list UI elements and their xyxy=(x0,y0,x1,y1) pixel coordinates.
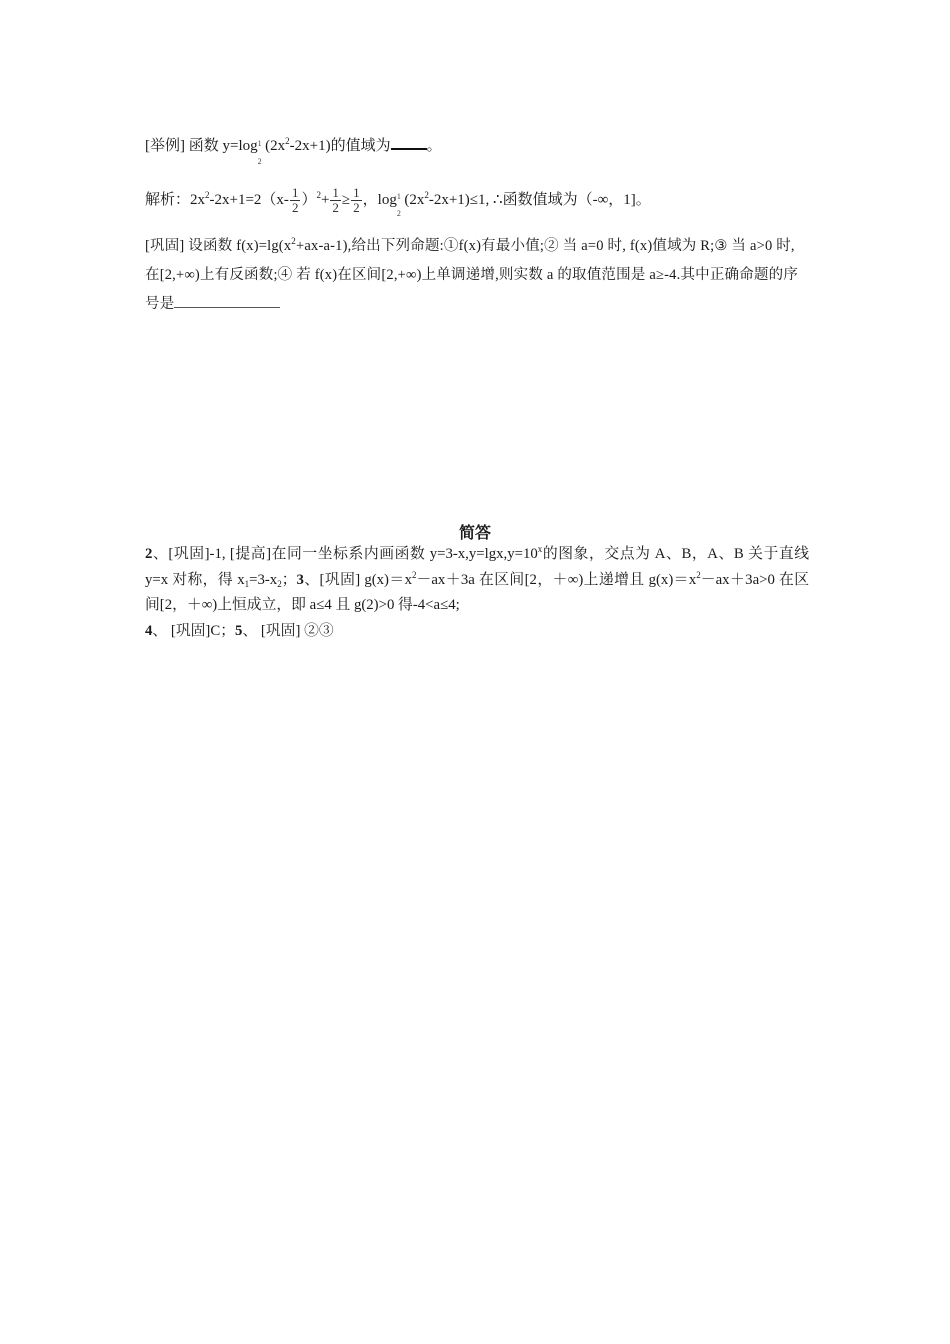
solution-text: -2x+1)≤1, ∴函数值域为（-∞，1]。 xyxy=(428,191,651,208)
log-base-denominator: 2 xyxy=(257,157,262,166)
solution-text: 2x xyxy=(190,191,206,208)
answers-section xyxy=(145,542,809,644)
answer-sub: 1 xyxy=(244,578,250,589)
example-arg-pre: (2x xyxy=(265,138,286,154)
consolidate-label: [巩固] xyxy=(145,238,185,254)
answer-blank xyxy=(174,293,280,308)
answer-blank xyxy=(391,134,427,150)
answer-text: ； xyxy=(281,571,297,588)
answer-number: 3 xyxy=(296,571,304,588)
solution-text: ， xyxy=(362,191,378,208)
solution-text: ≥ xyxy=(341,191,351,208)
solution-exp: 2 xyxy=(316,189,321,200)
example-line xyxy=(145,134,442,166)
answer-text: 、 [巩固] ②③ xyxy=(242,622,334,639)
log-base-numerator: 1 xyxy=(257,139,262,148)
answer-number: 2 xyxy=(145,546,153,562)
answer-text: 、[巩固] g(x)＝x xyxy=(303,571,413,588)
log-expression: log 1 2 xyxy=(238,138,262,166)
solution-line xyxy=(145,185,651,218)
example-arg-post: -2x+1)的值域为 xyxy=(289,138,391,154)
fraction-half: $\frac{1}{2}$ xyxy=(353,185,360,215)
solution-exp: 2 xyxy=(424,189,429,200)
consolidate-problem xyxy=(145,232,807,319)
consolidate-text: +ax-a-1),给出下列命题:①f(x)有最小值;② 当 a=0 时, f(x)值域为 R;③ 当 a>0 时, 在[2,+∞)上有反函数;④ 若 f(x)在区间[2,+∞)上单调递增,则实数 a 的取值范围是 a≥-4.其中正确命题的序号是 xyxy=(145,238,799,312)
answer-exp: x xyxy=(537,544,543,554)
answer-text: 、[巩固]-1, [提高]在同一坐标系内画函数 y=3-x,y=lgx,y=10 xyxy=(152,546,538,562)
consolidate-exp: 2 xyxy=(291,236,296,246)
example-intro: 函数 y= xyxy=(188,138,239,154)
solution-text: -2x+1=2（x- xyxy=(209,191,289,208)
solution-exp: 2 xyxy=(205,189,210,200)
fraction-half: $\frac{1}{2}$ xyxy=(332,185,339,215)
answers-heading: 简答 xyxy=(458,525,491,542)
log-expression: log 1 2 xyxy=(377,191,401,218)
example-end: 。 xyxy=(426,138,442,154)
answer-number: 4 xyxy=(145,622,153,639)
solution-text: + xyxy=(320,191,330,208)
answer-text: －ax＋3a 在区间[2，＋∞)上递增且 g(x)＝x xyxy=(416,571,697,588)
answer-exp: 2 xyxy=(412,569,417,580)
solution-label: 解析： xyxy=(145,191,191,208)
example-label: [举例] xyxy=(145,138,185,154)
answer-text: －ax＋3a>0 在区间[2，＋∞)上恒成立，即 a≤4 且 g(2)>0 得-4<a≤4; xyxy=(145,571,810,613)
example-arg-exp: 2 xyxy=(285,136,290,146)
consolidate-text: 设函数 f(x)=lg(x xyxy=(184,238,292,254)
answer-exp: 2 xyxy=(696,569,701,580)
solution-text: ） xyxy=(301,191,317,208)
fraction-half: $\frac{1}{2}$ xyxy=(291,185,299,215)
answer-number: 5 xyxy=(235,622,243,639)
log-base-denominator: 2 xyxy=(396,208,401,218)
answer-sub: 2 xyxy=(277,578,282,589)
solution-text: (2x xyxy=(404,191,425,208)
answer-text: 的图象，交点为 A、B，A、B 关于直线 y=x 对称，得 x xyxy=(145,546,809,588)
answer-text: =3-x xyxy=(249,571,278,588)
log-base-numerator: 1 xyxy=(396,191,401,201)
answer-text: 、 [巩固]C； xyxy=(152,622,236,639)
